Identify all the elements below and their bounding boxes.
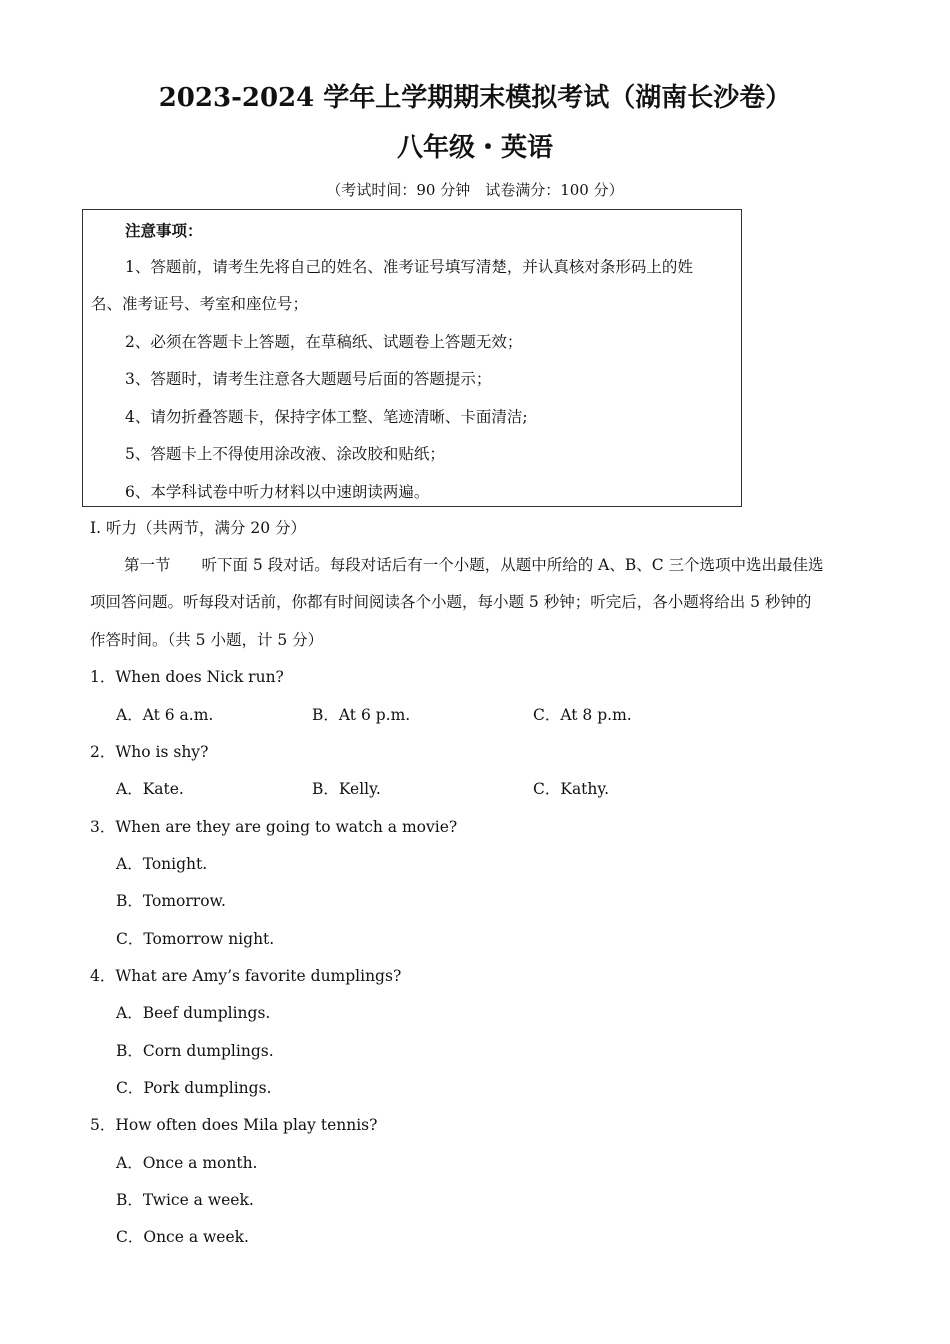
answer-option: B．Corn dumplings. (116, 1042, 274, 1060)
answer-option: A．Once a month. (116, 1154, 258, 1172)
answer-option: A．Kate. (116, 780, 184, 798)
answer-option: C．Tomorrow night. (116, 930, 275, 948)
section-instructions: 项回答问题。听每段对话前，你都有时间阅读各个小题，每小题 5 秒钟；听完后，各小题将给出 5 秒钟的 (90, 593, 812, 611)
answer-option: B．Tomorrow. (116, 892, 226, 910)
answer-option: B．Twice a week. (116, 1191, 254, 1209)
question-text: 4．What are Amy’s favorite dumplings? (90, 967, 402, 985)
notice-item: 名、准考证号、考室和座位号； (91, 295, 309, 313)
notice-item: 4、请勿折叠答题卡，保持字体工整、笔迹清晰、卡面清洁; (125, 408, 528, 426)
question-text: 5．How often does Mila play tennis? (90, 1116, 378, 1134)
question-text: 3．When are they are going to watch a movie? (90, 818, 458, 836)
question-text: 2．Who is shy? (90, 743, 209, 761)
exam-timing: （考试时间：90 分钟 试卷满分：100 分） (326, 181, 624, 199)
exam-title: 2023-2024 学年上学期期末模拟考试（湖南长沙卷） (158, 83, 792, 113)
notice-heading: 注意事项： (125, 221, 203, 240)
answer-option: C．Kathy. (533, 780, 610, 798)
answer-option: C．Pork dumplings. (116, 1079, 272, 1097)
answer-option: A．At 6 a.m. (116, 706, 214, 724)
answer-option: B．At 6 p.m. (312, 706, 411, 724)
answer-option: C．At 8 p.m. (533, 706, 632, 724)
answer-option: B．Kelly. (312, 780, 381, 798)
notice-item: 2、必须在答题卡上答题，在草稿纸、试题卷上答题无效； (125, 333, 523, 351)
answer-option: A．Tonight. (116, 855, 208, 873)
notice-box (82, 209, 742, 507)
section-heading: I. 听力（共两节，满分 20 分） (90, 519, 307, 537)
section-instructions: 作答时间。（共 5 小题，计 5 分） (90, 631, 324, 649)
section-instructions: 第一节 听下面 5 段对话。每段对话后有一个小题，从题中所给的 A、B、C 三个选项中选出最佳选 (124, 556, 824, 574)
notice-item: 1、答题前，请考生先将自己的姓名、准考证号填写清楚，并认真核对条形码上的姓 (125, 258, 693, 276)
answer-option: C．Once a week. (116, 1228, 249, 1246)
notice-item: 6、本学科试卷中听力材料以中速朗读两遍。 (125, 483, 430, 501)
exam-subtitle: 八年级・英语 (396, 133, 553, 163)
question-text: 1．When does Nick run? (90, 668, 284, 686)
notice-item: 3、答题时，请考生注意各大题题号后面的答题提示； (125, 370, 492, 388)
notice-item: 5、答题卡上不得使用涂改液、涂改胶和贴纸； (125, 445, 445, 463)
answer-option: A．Beef dumplings. (116, 1004, 271, 1022)
